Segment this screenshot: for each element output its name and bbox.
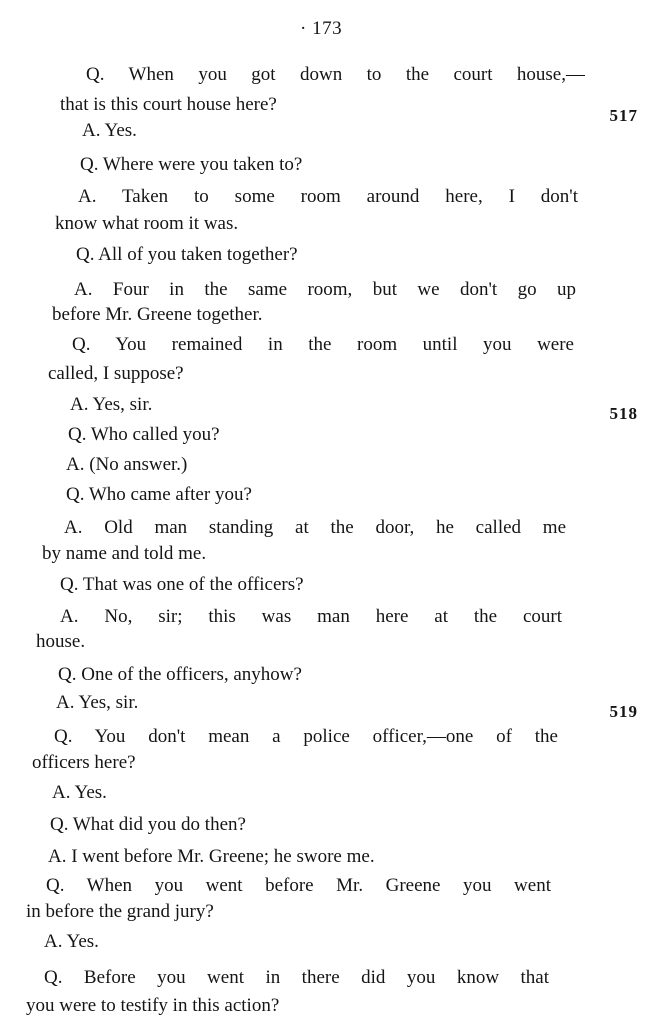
transcript-line: Q. When you got down to the court house,— xyxy=(86,64,585,85)
transcript-line: A. Yes, sir. xyxy=(56,692,139,713)
transcript-line: house. xyxy=(36,631,86,652)
transcript-line: Q. What did you do then? xyxy=(50,814,246,835)
transcript-line: Q. That was one of the officers? xyxy=(60,574,304,595)
margin-number: 518 xyxy=(609,404,638,423)
transcript-line: called, I suppose? xyxy=(48,363,184,384)
transcript-line: A. No, sir; this was man here at the court xyxy=(60,606,562,627)
transcript-line: Q. One of the officers, anyhow? xyxy=(58,664,302,685)
transcript-line: A. Yes. xyxy=(52,782,107,803)
transcript-line: A. (No answer.) xyxy=(66,454,188,475)
transcript-line: A. Yes. xyxy=(44,931,99,952)
transcript-line: Q. When you went before Mr. Greene you went xyxy=(46,875,551,896)
transcript-line: that is this court house here? xyxy=(60,94,277,115)
transcript-line: officers here? xyxy=(32,752,136,773)
transcript-line: Q. You don't mean a police officer,—one of the xyxy=(54,726,558,747)
transcript-line: you were to testify in this action? xyxy=(26,995,280,1016)
transcript-line: Q. Who called you? xyxy=(68,424,220,445)
transcript-line: A. Yes, sir. xyxy=(70,394,153,415)
margin-number: 519 xyxy=(609,702,638,721)
transcript-line: Q. Before you went in there did you know that xyxy=(44,967,549,988)
transcript-line: A. Four in the same room, but we don't go up xyxy=(74,279,576,300)
page-number: · 173 xyxy=(300,18,343,39)
transcript-line: Q. You remained in the room until you were xyxy=(72,334,574,355)
transcript-line: know what room it was. xyxy=(55,213,239,234)
transcript-line: Q. All of you taken together? xyxy=(76,244,298,265)
transcript-line: A. Taken to some room around here, I don't xyxy=(78,186,578,207)
margin-number: 517 xyxy=(609,106,638,125)
transcript-line: Q. Where were you taken to? xyxy=(80,154,303,175)
transcript-line: Q. Who came after you? xyxy=(66,484,252,505)
transcript-line: before Mr. Greene together. xyxy=(52,304,263,325)
transcript-line: A. I went before Mr. Greene; he swore me. xyxy=(48,846,375,867)
transcript-line: A. Yes. xyxy=(82,120,137,141)
transcript-line: A. Old man standing at the door, he called me xyxy=(64,517,566,538)
transcript-line: by name and told me. xyxy=(42,543,207,564)
transcript-line: in before the grand jury? xyxy=(26,901,214,922)
